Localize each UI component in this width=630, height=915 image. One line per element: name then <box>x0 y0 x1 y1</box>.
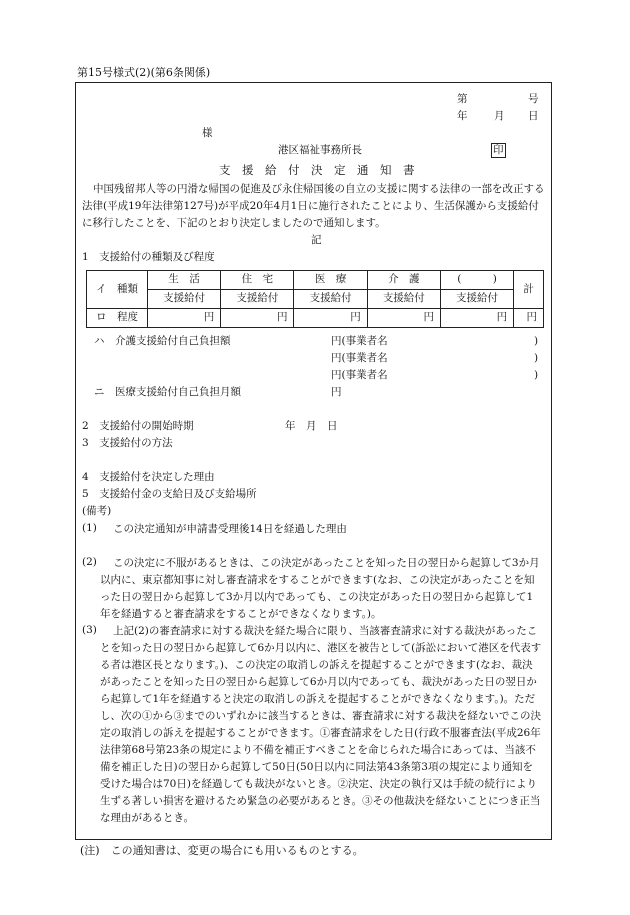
ni-yen: 円 <box>331 386 342 398</box>
ha-close: ) <box>534 352 539 364</box>
section-1: 1 支援給付の種類及び程度 <box>82 251 215 263</box>
note-2-text: この決定に不服があるときは、この決定があったことを知った日の翌日から起算して3か月以内に、東京都知事に対し審査請求をすることができます(なお、この決定があったことを知った日の翌日から起算して3か月以内であっても、この決定があった日の翌日から起算して1年を経過すると審査請求をすることができなくなります。)。 <box>100 557 540 620</box>
section-5: 5 支援給付金の支給日及び支給場所 <box>82 488 257 500</box>
col-top: 住 宅 <box>221 271 294 290</box>
note-1-number: (1) <box>82 522 97 534</box>
ha-close: ) <box>534 335 539 347</box>
yen-cell: 円 <box>148 309 221 328</box>
ha-line: 円(事業者名 <box>331 335 388 347</box>
date-year: 年 <box>457 110 468 122</box>
recipient-sama: 様 <box>202 127 213 139</box>
col-bottom: 支援給付 <box>440 290 513 309</box>
start-date-fields: 年 月 日 <box>285 420 338 432</box>
ha-close: ) <box>534 369 539 381</box>
col-bottom: 支援給付 <box>294 290 367 309</box>
col-bottom: 支援給付 <box>221 290 294 309</box>
document-title: 支 援 給 付 決 定 通 知 書 <box>219 163 415 177</box>
ha-line: 円(事業者名 <box>331 369 388 381</box>
form-number: 第15号様式(2)(第6条関係) <box>77 66 211 79</box>
ni-label: ニ 医療支援給付自己負担月額 <box>94 386 241 398</box>
note-2-number: (2) <box>82 556 97 568</box>
benefit-table <box>86 270 544 328</box>
biko-heading: (備考) <box>82 505 112 517</box>
footnote: (注) この通知書は、変更の場合にも用いるものとする。 <box>80 844 364 857</box>
col-total: 計 <box>514 271 544 309</box>
note-1-text: この決定通知が申請書受理後14日を経過した理由 <box>113 523 347 535</box>
ha-label: ハ 介護支援給付自己負担額 <box>94 335 231 347</box>
row-label-kind: イ 種類 <box>87 271 148 309</box>
col-top: ( ) <box>440 271 513 290</box>
section-4: 4 支援給付を決定した理由 <box>82 471 215 483</box>
yen-cell: 円 <box>367 309 440 328</box>
number-go: 号 <box>528 93 539 105</box>
yen-cell: 円 <box>440 309 513 328</box>
note-3-text: 上記(2)の審査請求に対する裁決を経た場合に限り、当該審査請求に対する裁決があったことを知った日の翌日から起算して6か月以内に、港区を被告として(訴訟において港区を代表する者は港区長となります。)、この決定の取消しの訴えを提起することができます(なお、裁決があったことを知った日の翌日から起算して6か月以内であっても、裁決があった日の翌日から起算して1年を経過すると決定の取消しの訴えを提起することができなくなります。)。ただし、次の①から③までのいずれかに該当するときは、審査請求に対する裁決を経ないでこの決定の取消しの訴えを提起することができます。①審査請求をした日(行政不服審査法(平成26年法律第68号第23条の規定により不備を補正すべきことを命じられた場合にあっては、当該不備を補正した日)の翌日から起算して50日(50日以内に同法第43条第3項の規定により通知を受けた場合は70日)を経過しても裁決がないとき。②決定、決定の執行又は手続の続行により生ずる著しい損害を避けるため緊急の必要があるとき。③その他裁決を経ないことにつき正当な理由があるとき。 <box>100 625 542 824</box>
seal-mark: 印 <box>493 144 504 156</box>
col-bottom: 支援給付 <box>148 290 221 309</box>
ha-line: 円(事業者名 <box>331 352 388 364</box>
notice-frame <box>75 82 552 840</box>
col-bottom: 支援給付 <box>367 290 440 309</box>
date-day: 日 <box>528 110 539 122</box>
section-3: 3 支援給付の方法 <box>82 437 173 449</box>
yen-cell: 円 <box>221 309 294 328</box>
col-top: 生 活 <box>148 271 221 290</box>
col-top: 介 護 <box>367 271 440 290</box>
note-3-number: (3) <box>82 624 97 636</box>
ki-heading: 記 <box>311 234 322 246</box>
col-top: 医 療 <box>294 271 367 290</box>
number-dai: 第 <box>457 93 468 105</box>
yen-cell: 円 <box>514 309 544 328</box>
yen-cell: 円 <box>294 309 367 328</box>
section-2: 2 支援給付の開始時期 <box>82 420 194 432</box>
date-month: 月 <box>494 110 505 122</box>
office-name: 港区福祉事務所長 <box>278 144 362 156</box>
row-label-degree: ロ 程度 <box>87 309 148 328</box>
intro-paragraph: 中国残留邦人等の円滑な帰国の促進及び永住帰国後の自立の支援に関する法律の一部を改正する法律(平成19年法律第127号)が平成20年4月1日に施行されたことにより、生活保護から支援給付に移行したことを、下記のとおり決定しましたので通知します。 <box>82 183 545 229</box>
